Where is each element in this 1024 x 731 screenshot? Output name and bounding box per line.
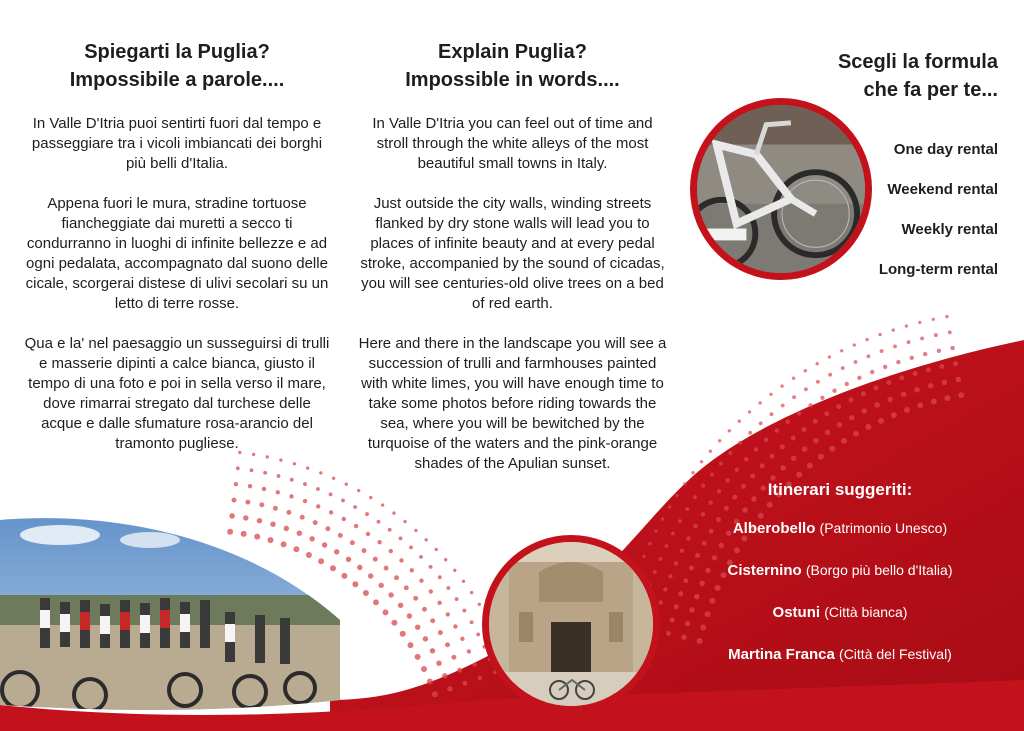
italian-title-line1: Spiegarti la Puglia? — [84, 41, 270, 63]
decor-dot — [748, 410, 751, 413]
decor-dot — [680, 549, 684, 553]
decor-dot — [759, 421, 763, 425]
decor-dot — [748, 431, 752, 435]
decor-dot — [820, 396, 824, 400]
church-photo — [482, 535, 660, 713]
decor-dot — [362, 548, 367, 553]
decor-dot — [802, 446, 807, 451]
decor-dot — [446, 586, 450, 590]
decor-dot — [832, 389, 836, 393]
decor-dot — [892, 328, 895, 331]
decor-dot — [904, 407, 910, 413]
decor-dot — [399, 536, 403, 540]
decor-dot — [818, 454, 824, 460]
decor-dot — [934, 333, 938, 337]
decor-dot — [891, 412, 897, 418]
english-paragraph-1: In Valle D'Itria you can feel out of time and stroll through the white alleys of the most beautiful small towns in Italy. — [372, 115, 653, 172]
decor-dot — [854, 360, 858, 364]
decor-dot — [373, 599, 379, 605]
decor-dot — [663, 587, 667, 591]
decor-dot — [453, 624, 457, 628]
decor-dot — [754, 447, 758, 451]
english-title-line1: Explain Puglia? — [438, 41, 587, 63]
decor-dot — [674, 604, 679, 609]
decor-dot — [780, 444, 785, 449]
decor-dot — [691, 471, 694, 474]
decor-dot — [446, 612, 450, 616]
decor-dot — [845, 382, 849, 386]
decor-dot — [658, 557, 662, 561]
decor-dot — [381, 503, 384, 506]
decor-dot — [735, 468, 739, 472]
decor-dot — [414, 529, 417, 532]
decor-dot — [419, 579, 423, 583]
bike-photo — [690, 98, 872, 280]
decor-dot — [674, 561, 678, 565]
decor-dot — [945, 315, 948, 318]
italian-paragraph-1: In Valle D'Itria puoi sentirti fuori dal tempo e passeggiare tra i vicoli imbiancati dei borghi più belli d'Italia. — [31, 115, 323, 172]
decor-dot — [829, 446, 835, 452]
decor-dot — [896, 360, 900, 364]
decor-dot — [792, 377, 795, 380]
decor-dot — [836, 404, 841, 409]
formula-title — [758, 48, 998, 104]
decor-dot — [920, 336, 924, 340]
decor-dot — [816, 380, 820, 384]
decor-dot — [447, 686, 452, 691]
italian-column — [22, 38, 332, 474]
decor-dot — [427, 679, 433, 685]
decor-dot — [661, 517, 664, 520]
decor-dot — [346, 557, 351, 562]
decor-dot — [953, 361, 958, 366]
decor-dot — [923, 352, 927, 356]
decor-dot — [928, 383, 933, 388]
decor-dot — [365, 512, 369, 516]
decor-dot — [438, 575, 442, 579]
decor-dot — [950, 346, 954, 350]
decor-dot — [956, 377, 961, 382]
decor-dot — [709, 450, 712, 453]
decor-dot — [373, 557, 378, 562]
church-illustration — [489, 542, 653, 706]
decor-dot — [394, 575, 399, 580]
decor-dot — [939, 364, 944, 369]
decor-dot — [388, 528, 392, 532]
decor-dot — [874, 385, 879, 390]
decor-dot — [710, 473, 714, 477]
decor-dot — [901, 391, 906, 396]
decor-dot — [893, 344, 897, 348]
itinerary-martina-franca — [690, 644, 990, 686]
decor-dot — [837, 422, 842, 427]
decor-dot — [436, 660, 441, 665]
decor-dot — [363, 590, 369, 596]
decor-dot — [432, 691, 438, 697]
decor-dot — [425, 538, 428, 541]
decor-dot — [341, 498, 345, 502]
decor-dot — [460, 637, 464, 641]
decor-dot — [770, 454, 775, 459]
decor-dot — [668, 505, 671, 508]
english-paragraph-2: Just outside the city walls, winding streets flanked by dry stone walls will lead you to places of infinite beauty and at every pedal stroke, accompanied by the sound of cicadas, you will see centuries-old olive trees on a bed of red earth. — [360, 195, 665, 312]
group-photo — [0, 500, 340, 731]
decor-dot — [857, 376, 861, 380]
decor-dot — [849, 397, 854, 402]
italian-title-line2: Impossibile a parole.... — [69, 69, 285, 91]
decor-dot — [816, 362, 819, 365]
decor-dot — [685, 507, 689, 511]
decor-dot — [366, 532, 370, 536]
decor-dot — [666, 631, 671, 636]
decor-dot — [470, 620, 474, 624]
decor-dot — [853, 343, 856, 346]
decor-dot — [429, 589, 433, 593]
decor-dot — [942, 380, 947, 385]
decor-dot — [769, 393, 772, 396]
decor-dot — [262, 487, 266, 491]
decor-dot — [886, 380, 891, 385]
english-column — [355, 38, 670, 494]
decor-dot — [861, 391, 866, 396]
itinerary-name: Alberobello — [732, 520, 816, 537]
rental-option-weekend: Weekend rental — [887, 181, 998, 198]
decor-dot — [383, 609, 389, 615]
decor-dot — [797, 411, 801, 415]
decor-dot — [932, 318, 935, 321]
decor-dot — [865, 338, 868, 341]
decor-dot — [780, 384, 783, 387]
decor-dot — [926, 367, 931, 372]
decor-dot — [874, 402, 879, 407]
decor-dot — [840, 349, 843, 352]
decor-dot — [476, 632, 480, 636]
itineraries-title: Itinerari suggeriti: — [767, 480, 913, 499]
decor-dot — [770, 412, 774, 416]
decor-dot — [958, 392, 964, 398]
english-paragraph-3: Here and there in the landscape you will see a succession of trulli and farmhouses painted with white limes, you will have enough time to take some photos before riding towards the sea, where you will be bewitched by the turquoise of the waters and the pink-orange shades of the Apulian sunset. — [358, 335, 667, 472]
itinerary-name: Ostuni — [772, 604, 821, 621]
itinerary-ostuni — [690, 602, 990, 644]
decor-dot — [276, 490, 280, 494]
decor-dot — [234, 482, 238, 486]
decor-dot — [808, 403, 812, 407]
decor-dot — [813, 438, 818, 443]
decor-dot — [804, 387, 808, 391]
decor-dot — [681, 634, 686, 639]
decor-dot — [341, 573, 347, 579]
decor-dot — [813, 419, 818, 424]
decor-dot — [791, 436, 796, 441]
decor-dot — [430, 618, 435, 623]
decor-dot — [429, 565, 433, 569]
decor-dot — [342, 517, 346, 521]
decor-dot — [905, 324, 908, 327]
decor-dot — [764, 438, 768, 442]
decor-dot — [404, 585, 409, 590]
decor-dot — [791, 456, 796, 461]
decor-dot — [392, 511, 395, 514]
decor-dot — [659, 600, 663, 604]
decor-dot — [378, 583, 383, 588]
decor-dot — [883, 365, 887, 369]
decor-dot — [455, 597, 459, 601]
bike-illustration — [697, 105, 865, 273]
itinerary-note: (Borgo più bello d'Italia) — [805, 562, 953, 578]
decor-dot — [391, 620, 397, 626]
decor-dot — [878, 333, 881, 336]
decor-dot — [368, 573, 373, 578]
decor-dot — [438, 630, 443, 635]
decor-dot — [419, 555, 423, 559]
decor-dot — [470, 591, 473, 594]
decor-dot — [345, 483, 348, 486]
decor-dot — [796, 472, 802, 478]
decor-dot — [758, 401, 761, 404]
decor-dot — [290, 478, 294, 482]
decor-dot — [878, 418, 884, 424]
decor-dot — [760, 463, 765, 468]
decor-dot — [937, 349, 941, 353]
decor-dot — [453, 569, 456, 572]
decor-dot — [841, 366, 845, 370]
decor-dot — [828, 373, 832, 377]
decor-dot — [738, 420, 741, 423]
decor-dot — [389, 549, 393, 553]
decor-dot — [462, 681, 467, 686]
decor-dot — [683, 578, 688, 583]
decor-dot — [786, 420, 790, 424]
italian-title — [22, 38, 332, 94]
decor-dot — [377, 540, 381, 544]
italian-paragraph-3: Qua e la' nel paesaggio un susseguirsi di trulli e masserie dipinti a calce bianca, giusto il tempo di una foto e poi in sella verso il mare, dove rimarrai stregato dal turchese delle acque e dalle sfumature rosa-arancio del tramonto pugliese. — [24, 335, 330, 452]
decor-dot — [728, 429, 731, 432]
decor-dot — [653, 570, 657, 574]
decor-dot — [444, 558, 447, 561]
decor-dot — [675, 494, 678, 497]
decor-dot — [415, 624, 420, 629]
itinerary-note: (Città del Festival) — [839, 646, 952, 662]
decor-dot — [316, 487, 320, 491]
decor-dot — [700, 460, 703, 463]
decor-dot — [718, 439, 721, 442]
decor-dot — [899, 375, 904, 380]
decor-dot — [719, 462, 723, 466]
decor-dot — [887, 397, 892, 402]
decor-dot — [914, 387, 919, 392]
decor-dot — [329, 492, 333, 496]
decor-dot — [398, 603, 403, 608]
decor-dot — [670, 618, 675, 623]
decor-dot — [353, 505, 357, 509]
itinerary-note: (Patrimonio Unesco) — [819, 520, 948, 536]
decor-dot — [400, 631, 406, 637]
decor-dot — [807, 463, 813, 469]
decor-dot — [384, 566, 389, 571]
decor-dot — [802, 427, 807, 432]
decor-dot — [435, 548, 438, 551]
decor-dot — [423, 636, 428, 641]
decor-dot — [410, 568, 414, 572]
decor-dot — [248, 484, 252, 488]
formula-title-line2: che fa per te... — [863, 79, 998, 101]
decor-dot — [437, 601, 441, 605]
decor-dot — [377, 520, 381, 524]
decor-dot — [354, 524, 358, 528]
decor-dot — [910, 356, 914, 360]
decor-dot — [277, 474, 281, 478]
decor-dot — [668, 574, 672, 578]
decor-dot — [841, 438, 847, 444]
itinerary-cisternino — [690, 560, 990, 602]
decor-dot — [413, 596, 418, 601]
decor-dot — [824, 411, 829, 416]
decor-dot — [352, 581, 358, 587]
decor-dot — [357, 565, 362, 570]
decor-dot — [683, 482, 686, 485]
decor-dot — [478, 603, 481, 606]
decor-dot — [862, 408, 867, 413]
decor-dot — [849, 415, 854, 420]
decor-dot — [781, 404, 785, 408]
decor-dot — [407, 613, 412, 618]
itinerary-name: Cisternino — [727, 562, 802, 579]
decor-dot — [654, 530, 657, 533]
decor-dot — [853, 431, 859, 437]
decor-dot — [728, 451, 732, 455]
decor-dot — [403, 520, 406, 523]
decor-dot — [409, 545, 413, 549]
decor-dot — [648, 542, 651, 545]
decor-dot — [415, 654, 421, 660]
decor-dot — [369, 496, 372, 499]
decor-dot — [828, 355, 831, 358]
itinerary-name: Martina Franca — [728, 646, 835, 663]
decor-dot — [462, 580, 465, 583]
decor-dot — [388, 592, 393, 597]
formula-title-line1: Scegli la formula — [837, 51, 998, 73]
decor-dot — [289, 494, 293, 498]
decor-dot — [870, 370, 874, 374]
decor-dot — [665, 544, 669, 548]
decor-dot — [792, 395, 796, 399]
decor-dot — [430, 648, 435, 653]
decor-dot — [775, 428, 779, 432]
decor-dot — [944, 395, 950, 401]
decor-dot — [350, 540, 355, 545]
decor-dot — [678, 519, 682, 523]
decor-dot — [931, 399, 937, 405]
decor-dot — [442, 673, 447, 678]
decor-dot — [408, 642, 414, 648]
decor-dot — [445, 642, 450, 647]
group-illustration — [0, 500, 340, 731]
decor-dot — [880, 349, 884, 353]
decor-dot — [473, 662, 477, 666]
rental-option-one-day: One day rental — [893, 141, 998, 158]
english-title-line2: Impossible in words.... — [405, 69, 620, 91]
itinerary-note: (Città bianca) — [824, 604, 908, 620]
decor-dot — [744, 457, 748, 461]
decor-dot — [467, 649, 471, 653]
decor-dot — [421, 666, 427, 672]
english-title — [355, 38, 670, 94]
decor-dot — [780, 465, 785, 470]
decor-dot — [457, 668, 462, 673]
decor-dot — [948, 330, 952, 334]
decor-dot — [865, 424, 871, 430]
decor-dot — [303, 482, 307, 486]
decor-dot — [918, 321, 921, 324]
itineraries-section — [690, 478, 990, 686]
decor-dot — [917, 402, 923, 408]
decor-dot — [804, 369, 807, 372]
decor-dot — [399, 558, 403, 562]
decor-dot — [671, 532, 675, 536]
decor-dot — [332, 477, 335, 480]
decor-dot — [907, 340, 911, 344]
decor-dot — [462, 609, 466, 613]
decor-dot — [451, 655, 456, 660]
decor-dot — [738, 441, 742, 445]
rental-option-long-term: Long-term rental — [878, 261, 998, 278]
decor-dot — [913, 371, 918, 376]
italian-paragraph-2: Appena fuori le mura, stradine tortuose fiancheggiate dai muretti a secco ti condurranno in luoghi di infinite bellezze e ad ogni pedalata, accompagnato dal suono delle cicale, scorgerai distese di ulivi secolari su un letto di terre rosse. — [25, 195, 329, 312]
decor-dot — [678, 591, 683, 596]
decor-dot — [642, 555, 645, 558]
rental-option-weekly: Weekly rental — [901, 221, 998, 238]
decor-dot — [478, 676, 482, 680]
decor-dot — [825, 430, 830, 435]
itinerary-alberobello — [690, 518, 990, 560]
decor-dot — [422, 607, 427, 612]
decor-dot — [866, 354, 870, 358]
